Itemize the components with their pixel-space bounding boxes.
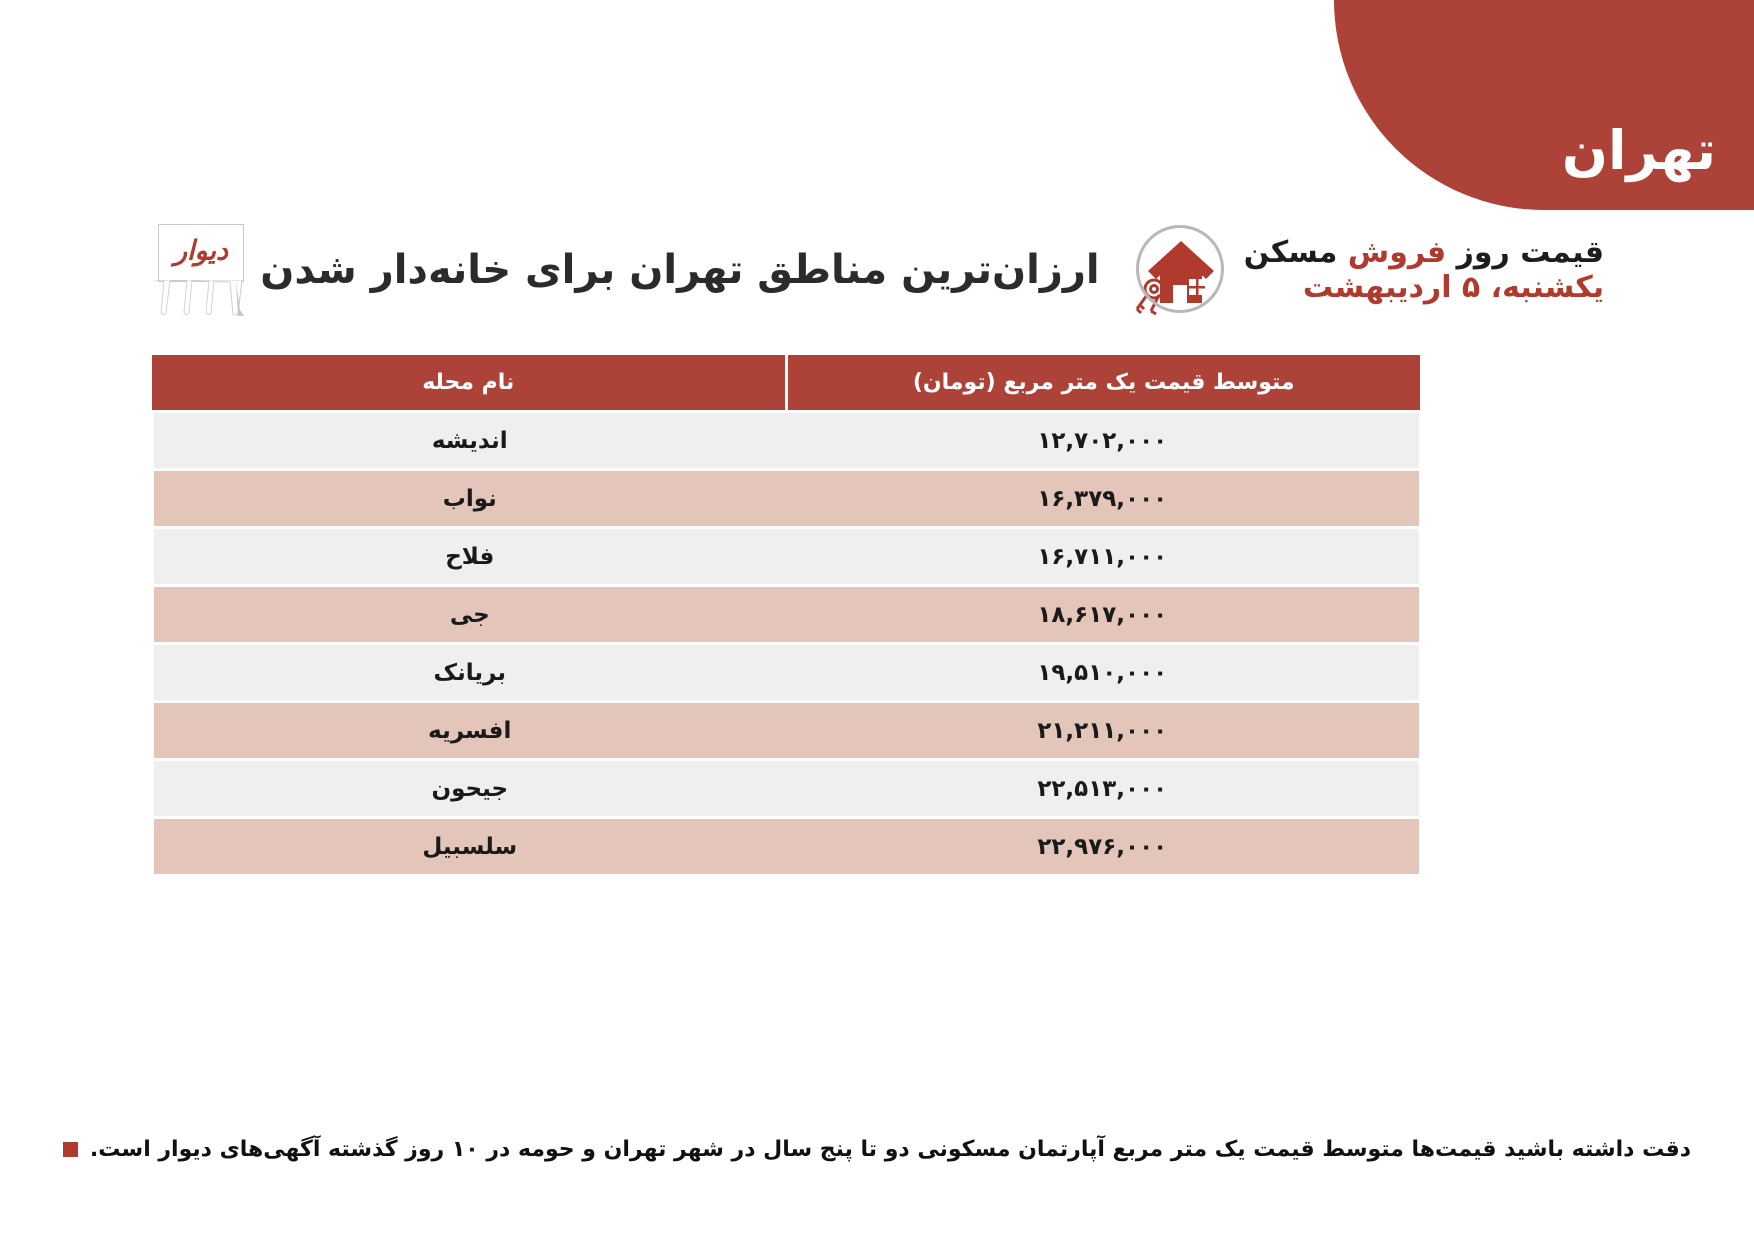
divar-wall-logo	[150, 224, 246, 316]
cell-price: ۱۲,۷۰۲,۰۰۰	[786, 413, 1419, 468]
table-row	[152, 819, 1420, 874]
cell-price: ۲۱,۲۱۱,۰۰۰	[786, 703, 1419, 758]
divar-logo-word: دیوار	[173, 235, 229, 267]
table-row	[152, 471, 1420, 526]
city-badge	[1334, 0, 1754, 210]
column-header-neighborhood: نام محله	[422, 370, 515, 395]
divar-logo-sheet	[158, 224, 244, 282]
cell-neighborhood: جیحون	[154, 761, 787, 816]
city-badge-label: تهران	[1561, 119, 1716, 182]
footnote-text: دقت داشته باشید قیمت‌ها متوسط قیمت یک متر مربع آپارتمان مسکونی دو تا پنج سال در شهر تهران و حومه در ۱۰ روز گذشته آگهی‌های دیوار است.	[89, 1137, 1692, 1162]
brand-block	[1132, 221, 1604, 319]
price-table	[152, 355, 1420, 874]
table-row	[152, 587, 1420, 642]
brand-text	[1244, 235, 1604, 306]
table-row	[152, 413, 1420, 468]
table-row	[152, 645, 1420, 700]
cell-price: ۱۶,۷۱۱,۰۰۰	[786, 529, 1419, 584]
house-icon-ring	[1136, 225, 1224, 313]
cell-neighborhood: سلسبیل	[154, 819, 787, 874]
header	[150, 218, 1604, 322]
brand-line1-prefix: قیمت روز	[1446, 234, 1604, 270]
brand-line-1	[1244, 235, 1604, 270]
cell-price: ۲۲,۹۷۶,۰۰۰	[786, 819, 1419, 874]
cell-neighborhood: اندیشه	[154, 413, 787, 468]
table-row	[152, 703, 1420, 758]
cell-price: ۱۶,۳۷۹,۰۰۰	[786, 471, 1419, 526]
cell-neighborhood: بریانک	[154, 645, 787, 700]
header-divider	[785, 355, 788, 410]
table-body	[152, 413, 1420, 874]
table-row	[152, 761, 1420, 816]
cell-price: ۱۸,۶۱۷,۰۰۰	[786, 587, 1419, 642]
cell-neighborhood: فلاح	[154, 529, 787, 584]
cell-price: ۱۹,۵۱۰,۰۰۰	[786, 645, 1419, 700]
cell-neighborhood: نواب	[154, 471, 787, 526]
column-header-price: متوسط قیمت یک متر مربع (تومان)	[912, 370, 1295, 395]
cell-neighborhood: جی	[154, 587, 787, 642]
brand-line1-highlight: فروش	[1347, 234, 1447, 270]
page-title: ارزان‌ترین مناطق تهران برای خانه‌دار شدن	[260, 247, 1100, 293]
red-square-bullet-icon	[63, 1142, 78, 1157]
table-row	[152, 529, 1420, 584]
cell-price: ۲۲,۵۱۳,۰۰۰	[786, 761, 1419, 816]
divar-logo-drape-icon	[152, 280, 244, 316]
brand-line1-suffix: مسکن	[1243, 234, 1348, 270]
footnote	[0, 1137, 1754, 1162]
cell-neighborhood: افسریه	[154, 703, 787, 758]
brand-date: یکشنبه، ۵ اردیبهشت	[1302, 270, 1604, 305]
house-with-keys-icon	[1132, 221, 1230, 319]
table-header-row	[152, 355, 1420, 410]
